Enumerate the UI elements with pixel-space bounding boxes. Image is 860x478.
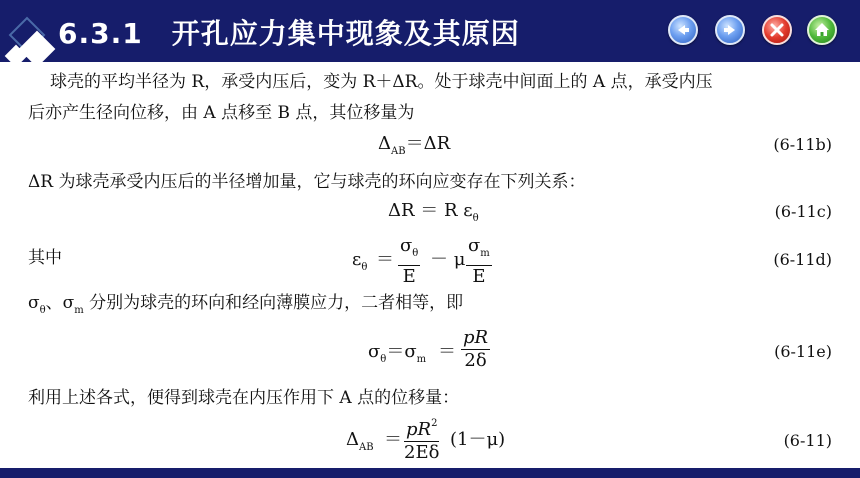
eq-tail: (1－μ)	[450, 429, 506, 450]
fraction	[466, 236, 492, 287]
fraction-numerator	[466, 236, 492, 266]
eq-subscript: θ	[472, 213, 479, 224]
eq-minus-mu: － μ	[430, 249, 466, 270]
equation-number: (6-11)	[783, 431, 832, 450]
fraction-numerator	[461, 328, 490, 350]
fraction	[398, 236, 420, 287]
equation-number: (6-11e)	[774, 342, 832, 361]
paragraph-line: 其中	[28, 248, 62, 268]
footer-bar	[0, 468, 860, 478]
paragraph-line: 后亦产生径向位移，由 A 点移至 B 点，其位移量为	[28, 103, 415, 123]
equation-6-11b	[378, 133, 450, 163]
home-button[interactable]	[807, 15, 837, 45]
eq-superscript: 2	[431, 418, 438, 429]
paragraph-line: 球壳的平均半径为 R，承受内压后，变为 R＋ΔR。处于球壳中间面上的 A 点，承受内压	[50, 72, 713, 92]
fraction-denominator: 2δ	[464, 350, 487, 371]
fraction-denominator: E	[472, 266, 486, 287]
eq-symbol: ＝σ	[386, 341, 417, 362]
eq-symbol: ΔR ＝ R ε	[388, 200, 473, 221]
eq-subscript: θ	[380, 354, 387, 365]
fraction	[461, 328, 490, 371]
eq-symbol: pR	[406, 419, 432, 440]
eq-subscript: θ	[361, 262, 368, 273]
paragraph-line: 利用上述各式，便得到球壳在内压作用下 A 点的位移量：	[28, 388, 460, 408]
eq-subscript: AB	[391, 146, 406, 157]
eq-symbol: σ	[368, 341, 381, 362]
eq-symbol: σ	[468, 235, 481, 256]
eq-equals: ＝	[376, 249, 394, 270]
eq-subscript: m	[480, 248, 490, 259]
eq-symbol: ε	[352, 249, 362, 270]
equation-number: (6-11c)	[774, 202, 832, 221]
eq-subscript: θ	[412, 248, 419, 259]
paragraph-line	[28, 293, 463, 321]
eq-subscript: AB	[359, 442, 374, 453]
eq-symbol: ＝ΔR	[405, 133, 451, 154]
eq-symbol: σ	[400, 235, 413, 256]
forward-button[interactable]	[715, 15, 745, 45]
eq-symbol: pR	[463, 327, 489, 348]
back-icon	[670, 17, 696, 43]
eq-symbol: 、σ	[45, 293, 75, 313]
fraction-denominator: E	[402, 266, 416, 287]
fraction-numerator	[398, 236, 420, 266]
forward-icon	[717, 17, 743, 43]
fraction-denominator: 2Eδ	[404, 442, 440, 463]
eq-symbol: σ	[28, 293, 40, 313]
eq-subscript: m	[416, 354, 427, 365]
close-icon	[764, 17, 790, 43]
fraction	[404, 414, 439, 463]
eq-symbol: Δ	[346, 429, 359, 450]
equation-6-11e	[368, 341, 426, 371]
paragraph-line: ΔR 为球壳承受内压后的半径增加量，它与球壳的环向应变存在下列关系：	[28, 172, 586, 192]
eq-equals: ＝	[438, 341, 456, 362]
page-title: 6.3.1 开孔应力集中现象及其原因	[58, 17, 520, 50]
fraction-numerator	[404, 414, 439, 442]
home-icon	[809, 17, 835, 43]
equation-symbol	[352, 249, 367, 279]
eq-equals: ＝	[384, 429, 402, 450]
back-button[interactable]	[668, 15, 698, 45]
equation-number: (6-11d)	[773, 250, 832, 269]
eq-symbol: Δ	[378, 133, 391, 154]
paragraph-text: 分别为球壳的环向和经向薄膜应力，二者相等，即	[83, 293, 464, 313]
eq-subscript: θ	[39, 305, 46, 316]
equation-6-11	[346, 429, 374, 459]
eq-subscript: m	[74, 305, 84, 316]
close-button[interactable]	[762, 15, 792, 45]
equation-6-11c	[388, 200, 479, 230]
equation-number: (6-11b)	[773, 135, 832, 154]
